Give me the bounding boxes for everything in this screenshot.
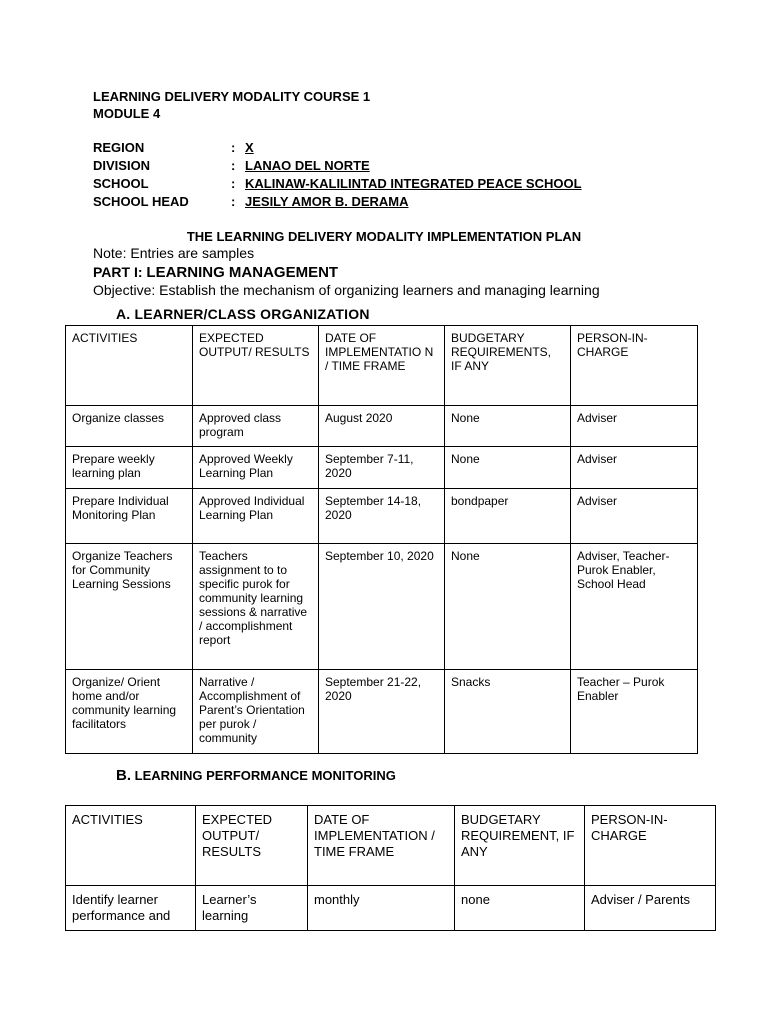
module-title: MODULE 4 — [93, 106, 161, 121]
header-cell: BUDGETARY REQUIREMENT, IF ANY — [455, 806, 585, 886]
header-cell: EXPECTED OUTPUT/ RESULTS — [196, 806, 308, 886]
header-cell: ACTIVITIES — [66, 326, 193, 406]
info-row-school — [93, 175, 713, 192]
table-cell: Approved class program — [193, 406, 319, 447]
info-row-region — [93, 139, 713, 156]
info-colon: : — [231, 176, 236, 191]
info-colon: : — [231, 158, 236, 173]
objective: Objective: Establish the mechanism of organizing learners and managing learning — [93, 282, 600, 298]
section-b-letter: B. — [116, 767, 131, 784]
table-cell: Narrative / Accomplishment of Parent’s Orientation per purok / community — [193, 670, 319, 754]
header-cell: DATE OF IMPLEMENTATIO N / TIME FRAME — [319, 326, 445, 406]
table-cell: Adviser — [571, 406, 698, 447]
table-cell: None — [445, 406, 571, 447]
info-label: SCHOOL — [93, 176, 149, 191]
table-cell: September 14-18, 2020 — [319, 489, 445, 544]
table-header-row — [66, 806, 716, 886]
part-title — [93, 263, 338, 282]
section-b-name: LEARNING PERFORMANCE MONITORING — [134, 768, 396, 783]
table-cell: Snacks — [445, 670, 571, 754]
table-row — [66, 886, 716, 931]
table-cell: Organize/ Orient home and/or community learning facilitators — [66, 670, 193, 754]
plan-title: THE LEARNING DELIVERY MODALITY IMPLEMENTATION PLAN — [186, 229, 582, 244]
header-cell: DATE OF IMPLEMENTATION / TIME FRAME — [308, 806, 455, 886]
info-value: LANAO DEL NORTE — [245, 158, 370, 173]
section-a-title: A. LEARNER/CLASS ORGANIZATION — [116, 306, 370, 322]
table-cell: bondpaper — [445, 489, 571, 544]
header-cell: ACTIVITIES — [66, 806, 196, 886]
header-cell: EXPECTED OUTPUT/ RESULTS — [193, 326, 319, 406]
info-value: X — [245, 140, 254, 155]
table-cell: Teachers assignment to to specific purok for community learning sessions & narrative / accomplishment report — [193, 544, 319, 670]
table-cell: Adviser — [571, 447, 698, 489]
table-cell: None — [445, 447, 571, 489]
table-cell: Adviser / Parents — [585, 886, 716, 931]
info-label: REGION — [93, 140, 145, 155]
info-colon: : — [231, 140, 236, 155]
table-row — [66, 670, 698, 754]
header-cell: PERSON-IN-CHARGE — [585, 806, 716, 886]
table-cell: Approved Individual Learning Plan — [193, 489, 319, 544]
part-prefix: PART I: — [93, 264, 147, 280]
info-row-division — [93, 157, 713, 174]
course-title: LEARNING DELIVERY MODALITY COURSE 1 — [93, 89, 371, 104]
table-row — [66, 447, 698, 489]
table-cell: Adviser — [571, 489, 698, 544]
table-cell: September 10, 2020 — [319, 544, 445, 670]
table-cell: none — [455, 886, 585, 931]
section-b-title — [116, 767, 396, 785]
table-header-row — [66, 326, 698, 406]
info-label: DIVISION — [93, 158, 151, 173]
info-row-school-head — [93, 193, 713, 210]
table-cell: Prepare weekly learning plan — [66, 447, 193, 489]
part-name: LEARNING MANAGEMENT — [146, 264, 339, 281]
table-cell: August 2020 — [319, 406, 445, 447]
table-cell: Teacher – Purok Enabler — [571, 670, 698, 754]
table-cell: monthly — [308, 886, 455, 931]
table-cell: Prepare Individual Monitoring Plan — [66, 489, 193, 544]
table-cell: Learner’s learning — [196, 886, 308, 931]
info-value: KALINAW-KALILINTAD INTEGRATED PEACE SCHOOL — [245, 176, 582, 191]
performance-monitoring-table — [65, 805, 716, 931]
table-cell: Approved Weekly Learning Plan — [193, 447, 319, 489]
info-value: JESILY AMOR B. DERAMA — [245, 194, 409, 209]
table-cell: September 21-22, 2020 — [319, 670, 445, 754]
header-cell: PERSON-IN-CHARGE — [571, 326, 698, 406]
table-cell: Organize Teachers for Community Learning Sessions — [66, 544, 193, 670]
table-cell: Identify learner performance and — [66, 886, 196, 931]
header-cell: BUDGETARY REQUIREMENTS, IF ANY — [445, 326, 571, 406]
note: Note: Entries are samples — [93, 245, 255, 261]
table-cell: Organize classes — [66, 406, 193, 447]
info-colon: : — [231, 194, 236, 209]
table-cell: Adviser, Teacher-Purok Enabler, School Head — [571, 544, 698, 670]
info-label: SCHOOL HEAD — [93, 194, 189, 209]
table-row — [66, 489, 698, 544]
table-row — [66, 406, 698, 447]
learner-organization-table — [65, 325, 698, 754]
table-cell: September 7-11, 2020 — [319, 447, 445, 489]
table-cell: None — [445, 544, 571, 670]
table-row — [66, 544, 698, 670]
